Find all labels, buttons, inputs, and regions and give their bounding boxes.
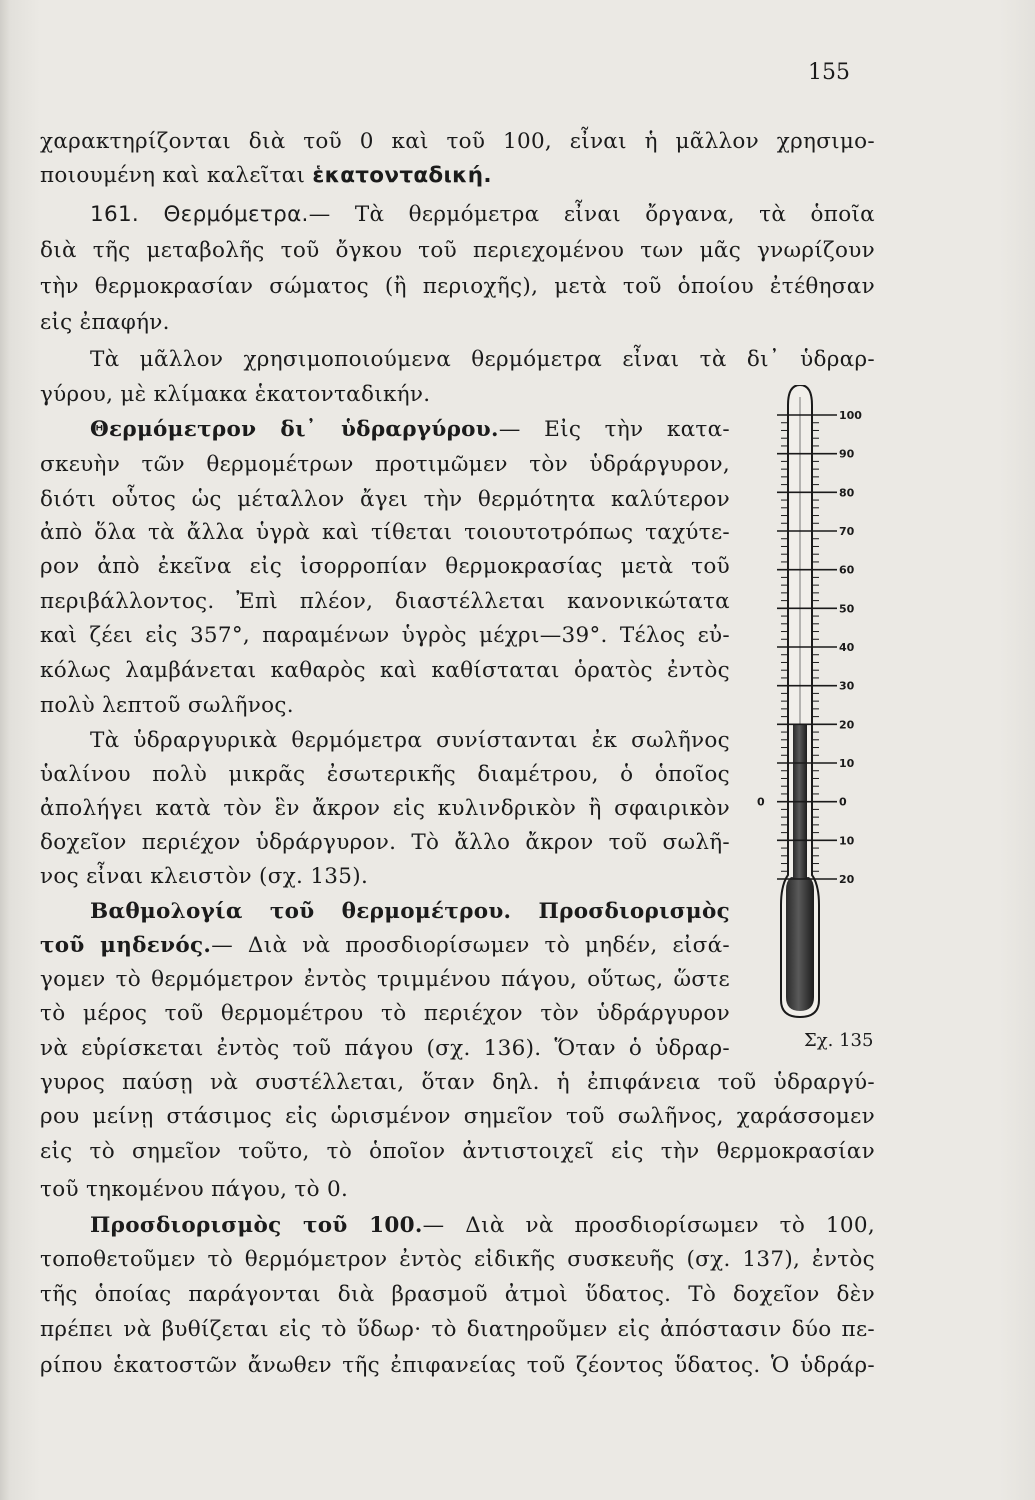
subheading: Βαθμολογία τοῦ θερμομέτρου. Προσδιορισμὸς [90, 899, 730, 924]
subheading-line: Προσδιορισμὸς τοῦ 100.— Διὰ νὰ προσδιορίσωμεν τὸ 100, [90, 1213, 875, 1238]
text-line: τοποθετοῦμεν τὸ θερμόμετρον ἐντὸς εἰδικῆς συσκευῆς (σχ. 137), ἐντὸς [40, 1247, 875, 1272]
text-line: Τὰ μᾶλλον χρησιμοποιούμενα θερμόμετρα εἶναι τὰ δι᾿ ὑδραρ- [90, 347, 875, 372]
mercury-bulb [786, 877, 814, 1011]
text-line: γομεν τὸ θερμόμετρον ἐντὸς τριμμένου πάγου, οὕτως, ὥστε [40, 967, 730, 992]
scale-label: 0 [839, 795, 847, 809]
subheading: Προσδιορισμὸς τοῦ 100. [90, 1213, 423, 1238]
subheading-line: Θερμόμετρον δι᾿ ὑδραργύρου.— Εἰς τὴν κατα- [90, 417, 730, 442]
scale-label: 60 [839, 563, 855, 577]
scale-labels [839, 409, 862, 886]
text-line: τὴν θερμοκρασίαν σώματος (ἢ περιοχῆς), μετὰ τοῦ ὁποίου ἐτέθησαν [40, 274, 875, 299]
scale-label: 10 [839, 757, 855, 770]
subheading-line [90, 898, 730, 926]
text-line: κόλως λαμβάνεται καθαρὸς καὶ καθίσταται ὁρατὸς ἐντὸς [40, 658, 730, 683]
thermometer-figure [755, 385, 865, 1025]
scale-label: 50 [839, 602, 855, 616]
text-line: τὸ μέρος τοῦ θερμομέτρου τὸ περιέχον τὸν ὑδράργυρον [40, 1001, 730, 1026]
text-line: εἰς τὸ σημεῖον τοῦτο, τὸ ὁποῖον ἀντιστοιχεῖ εἰς τὴν θερμοκρασίαν [40, 1139, 875, 1164]
text-line: γυρος παύσῃ νὰ συστέλλεται, ὅταν δηλ. ἡ ἐπιφάνεια τοῦ ὑδραργύ- [40, 1070, 875, 1095]
text-line: ἀπολήγει κατὰ τὸν ἓν ἄκρον εἰς κυλινδρικὸν ἢ σφαιρικὸν [40, 796, 730, 821]
scale-label: 70 [839, 525, 855, 538]
scale-label: 20 [839, 718, 855, 732]
text-line: γύρου, μὲ κλίμακα ἑκατονταδικήν. [40, 382, 431, 407]
section-heading-line: 161. Θερμόμετρα.— Τὰ θερμόμετρα εἶναι ὄργανα, τὰ ὁποῖα [90, 202, 875, 227]
text-line: ἀπὸ ὅλα τὰ ἄλλα ὑγρὰ καὶ τίθεται τοιουτοτρόπως ταχύτε- [40, 520, 730, 545]
text-line: πολὺ λεπτοῦ σωλῆνος. [40, 693, 294, 718]
text-line: σκευὴν τῶν θερμομέτρων προτιμῶμεν τὸν ὑδράργυρον, [40, 452, 730, 477]
text-line: Τὰ ὑδραργυρικὰ θερμόμετρα συνίστανται ἐκ σωλῆνος [90, 728, 730, 753]
text-line: τῆς ὁποίας παράγονται διὰ βρασμοῦ ἀτμοὶ ὕδατος. Τὸ δοχεῖον δὲν [40, 1282, 875, 1307]
subheading: Θερμόμετρον δι᾿ ὑδραργύρου. [90, 417, 499, 442]
text-line: τοῦ τηκομένου πάγου, τὸ 0. [40, 1177, 349, 1202]
text-line: νὰ εὑρίσκεται ἐντὸς τοῦ πάγου (σχ. 136). Ὅταν ὁ ὑδραρ- [40, 1036, 730, 1061]
subheading-continued: τοῦ μηδενός. [40, 933, 212, 958]
text-line: πρέπει νὰ βυθίζεται εἰς τὸ ὕδωρ· τὸ διατηροῦμεν εἰς ἀπόστασιν δύο πε- [40, 1317, 875, 1342]
text-line: ρου μείνῃ στάσιμος εἰς ὡρισμένον σημεῖον τοῦ σωλῆνος, χαράσσομεν [40, 1104, 875, 1129]
scale-label: 10 [839, 834, 855, 848]
text-line: ποιουμένη καὶ καλεῖται ἑκατονταδική. [40, 163, 492, 188]
scale-label: 30 [839, 679, 855, 693]
text-line: διότι οὗτος ὡς μέταλλον ἄγει τὴν θερμότητα καλύτερον [40, 487, 730, 512]
text-line: ρον ἀπὸ ἐκεῖνα εἰς ἰσορροπίαν θερμοκρασίας μετὰ τοῦ [40, 554, 730, 579]
scale-label: 90 [839, 447, 855, 461]
text-line: χαρακτηρίζονται διὰ τοῦ 0 καὶ τοῦ 100, εἶναι ἡ μᾶλλον χρησιμο- [40, 129, 875, 154]
scale-label-left-zero: 0 [757, 795, 765, 809]
page-number: 155 [808, 60, 850, 85]
text-line: εἰς ἐπαφήν. [40, 310, 170, 335]
section-title: Θερμόμετρα. [163, 202, 309, 227]
text-line: τοῦ μηδενός.— Διὰ νὰ προσδιορίσωμεν τὸ μηδέν, εἰσά- [40, 933, 730, 958]
text-line: διὰ τῆς μεταβολῆς τοῦ ὄγκου τοῦ περιεχομένου των μᾶς γνωρίζουν [40, 238, 875, 263]
text-line: καὶ ζέει εἰς 357°, παραμένων ὑγρὸς μέχρι—39°. Τέλος εὐ- [40, 623, 730, 648]
text-line: ὑαλίνου πολὺ μικρᾶς ἐσωτερικῆς διαμέτρου, ὁ ὁποῖος [40, 762, 730, 787]
scale-label: 40 [839, 641, 855, 654]
text-line: δοχεῖον περιέχον ὑδράργυρον. Τὸ ἄλλο ἄκρον τοῦ σωλῆ- [40, 830, 730, 855]
text-line: ρίπου ἑκατοστῶν ἄνωθεν τῆς ἐπιφανείας τοῦ ζέοντος ὕδατος. Ὁ ὑδράρ- [40, 1353, 875, 1378]
text-line: περιβάλλοντος. Ἐπὶ πλέον, διαστέλλεται κανονικώτατα [40, 589, 730, 614]
scale-label: 20 [839, 873, 855, 886]
text-line: νος εἶναι κλειστὸν (σχ. 135). [40, 864, 369, 889]
scale-label: 100 [839, 409, 862, 422]
figure-caption: Σχ. 135 [804, 1030, 874, 1051]
scale-label: 80 [839, 486, 855, 500]
section-number: 161. [90, 202, 140, 227]
bold-term: ἑκατονταδική. [312, 163, 492, 188]
